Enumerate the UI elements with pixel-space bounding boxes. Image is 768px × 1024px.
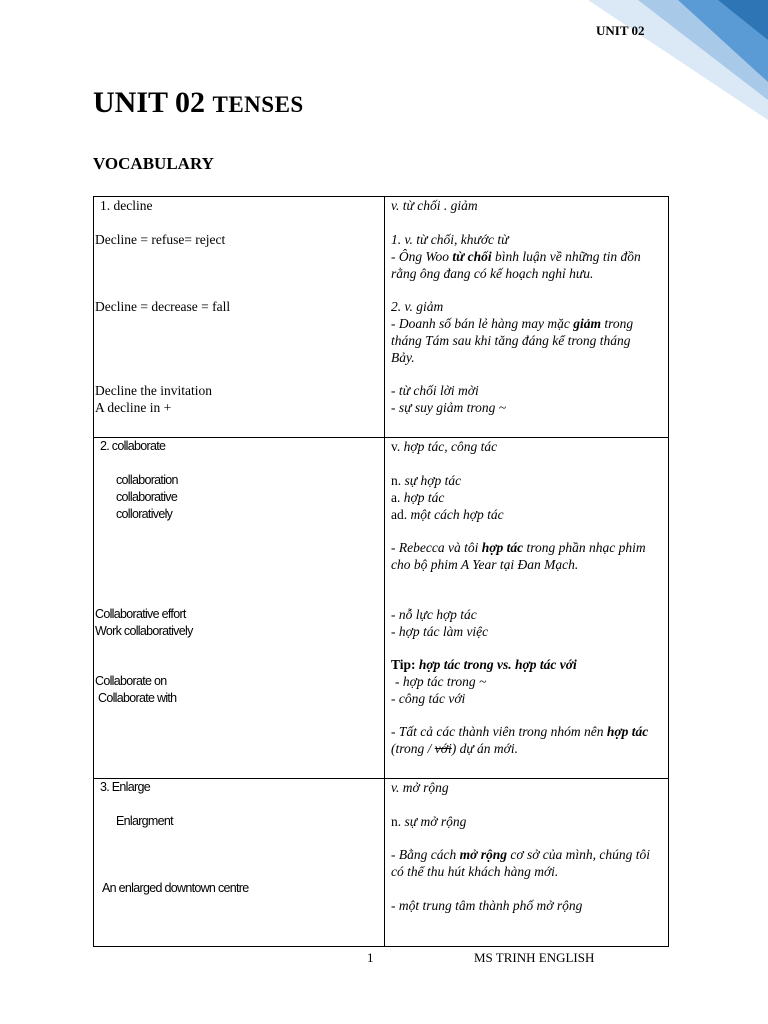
pos-text: sự mở rộng [404,814,467,829]
example-sentence [391,315,654,366]
title-main: UNIT 02 [93,86,205,119]
term-word: 1. decline [100,198,153,213]
meaning-sense: 1. v. từ chối, khước từ [391,232,509,247]
example-sentence [391,248,654,282]
term-collocation: Work collaboratively [95,624,193,638]
term-phrase: A decline in + [95,400,172,415]
meaning-cell [385,779,669,947]
corner-decoration [548,0,768,130]
term-word: 2. collaborate [100,439,166,453]
term-cell [94,197,385,438]
tip-text: hợp tác trong vs. hợp tác với [418,657,577,672]
pos-label: a. [391,490,401,505]
table-row [94,438,669,779]
vocabulary-table [93,196,669,947]
term-synonym: Decline = decrease = fall [95,299,231,314]
tip-line [391,656,577,673]
phrase-meaning: - một trung tâm thành phố mở rộng [391,898,583,913]
example-keyword: mở rộng [459,847,507,862]
meaning-pos: v. từ chối . giảm [391,198,478,213]
term-phrase: An enlarged downtown centre [102,881,249,895]
meaning-cell [385,197,669,438]
section-heading: VOCABULARY [93,154,214,173]
example-text: - Rebecca và tôi [391,540,482,555]
pos-label: v. [391,439,401,454]
example-keyword: từ chối [452,249,492,264]
derivative-meaning [391,506,504,523]
example-sentence [391,723,654,757]
pos-label: n. [391,814,402,829]
example-sentence [391,846,654,880]
pos-text: sự hợp tác [404,473,462,488]
example-text: - Ông Woo [391,249,453,264]
meaning-pos: v. mở rộng [391,780,449,795]
derivative-meaning [391,813,466,830]
pos-text: một cách hợp tác [410,507,504,522]
meaning-sense: 2. v. giảm [391,299,444,314]
tip-item: - hợp tác trong ~ [395,674,487,689]
term-derivative: collaborative [116,490,178,504]
collocation-meaning: - nỗ lực hợp tác [391,607,477,622]
page-title [93,86,304,120]
pos-label: n. [391,473,402,488]
example-text: (trong / [391,741,435,756]
tip-label: Tip: [391,657,416,672]
meaning-cell [385,438,669,779]
meaning-pos [391,438,497,455]
example-text: trong tháng Tám sau khi tăng đáng kể trong tháng Bảy. [391,316,634,365]
example-text: trong phần nhạc phim cho bộ phim A Year tại Đan Mạch. [391,540,646,572]
example-text: - Tất cả các thành viên trong nhóm nên [391,724,607,739]
tip-item: - công tác với [391,691,466,706]
header-unit-label: UNIT 02 [596,23,645,38]
term-collocation: Collaborate with [98,691,177,705]
example-text: - Bằng cách [391,847,460,862]
title-sub: TENSES [212,92,304,117]
struck-word: với [434,741,452,756]
derivative-meaning [391,472,461,489]
term-word: 3. Enlarge [100,780,150,794]
example-keyword: hợp tác [481,540,524,555]
pos-text: hợp tác, công tác [403,439,498,454]
term-synonym: Decline = refuse= reject [95,232,226,247]
term-collocation: Collaborate on [95,674,167,688]
term-derivative: Enlargment [116,814,173,828]
term-derivative: collaboration [116,473,178,487]
example-keyword: giảm [573,316,601,331]
term-derivative: colloratively [116,507,173,521]
term-cell [94,779,385,947]
term-collocation: Collaborative effort [95,607,186,621]
table-row [94,197,669,438]
term-cell [94,438,385,779]
derivative-meaning [391,489,444,506]
example-text: - Doanh số bán lẻ hàng may mặc [391,316,574,331]
footer-brand: MS TRINH ENGLISH [474,950,595,965]
example-sentence [391,539,654,573]
term-phrase: Decline the invitation [95,383,212,398]
pos-text: hợp tác [403,490,445,505]
example-text: ) dự án mới. [451,741,519,756]
phrase-meaning: - từ chối lời mời [391,383,479,398]
collocation-meaning: - hợp tác làm việc [391,624,489,639]
example-text: cơ sở của mình, chúng tôi có thể thu hút khách hàng mới. [391,847,651,879]
example-keyword: hợp tác [606,724,649,739]
phrase-meaning: - sự suy giảm trong ~ [391,400,507,415]
table-row [94,779,669,947]
pos-label: ad. [391,507,408,522]
page-number: 1 [367,950,374,965]
example-text: bình luận về những tin đồn rằng ông đang có kế hoạch nghỉ hưu. [391,249,641,281]
